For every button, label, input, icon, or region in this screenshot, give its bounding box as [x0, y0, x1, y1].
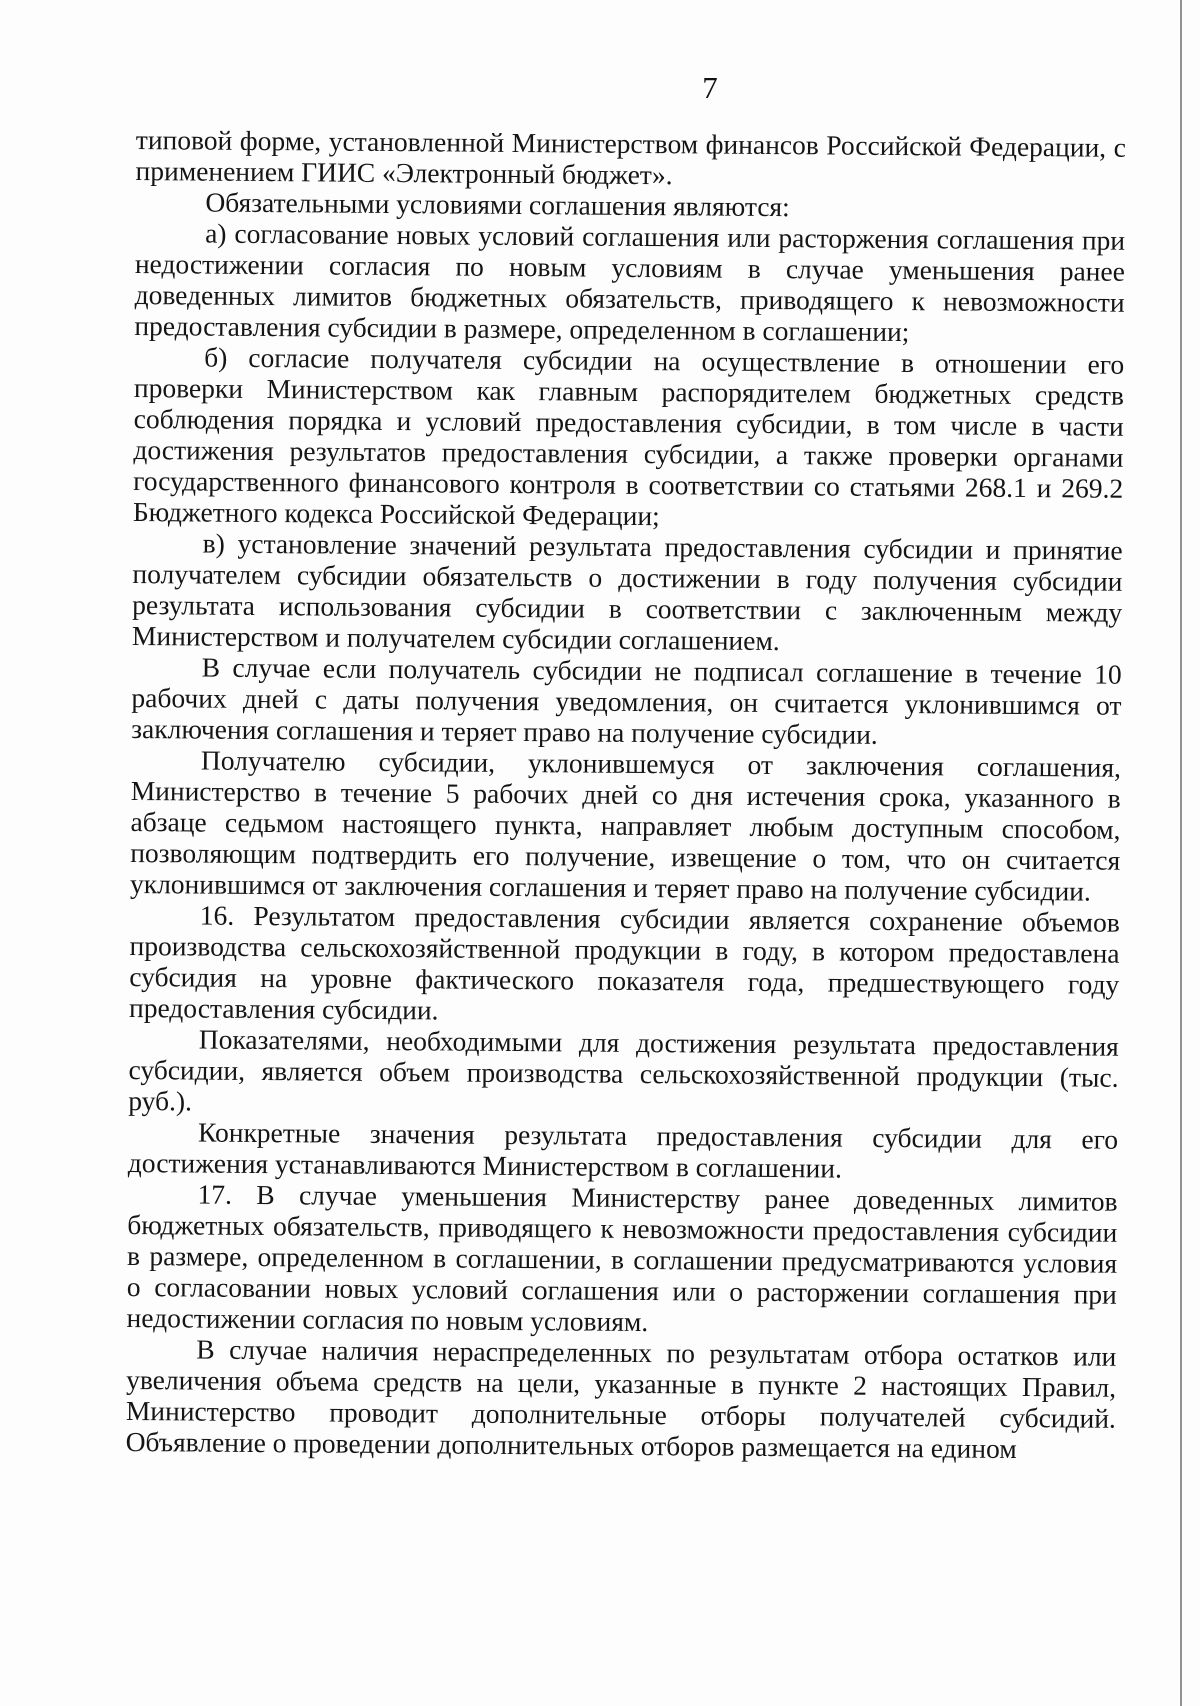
paragraph-conditions-intro: Обязательными условиями соглашения являются: [205, 186, 790, 223]
paragraph-additional-selection: В случае наличия нераспределенных по результатам отбора остатков или увеличения объема средств на цели, указанные в пункте 2 настоящих Правил, Министерство проводит дополнительные отборы получателей субсидий. Объявление о проведении дополнительных отборов размещается на едином [125, 1333, 1117, 1464]
paragraph-item-17: 17. В случае уменьшения Министерству ранее доведенных лимитов бюджетных обязательств, приводящего к невозможности предоставления субсидии в размере, определенном в соглашении, в соглашении предусматриваются условия о согласовании новых условий соглашения или о расторжении соглашения при недостижении согласия по новым условиям. [126, 1178, 1118, 1338]
paragraph-specific-values: Конкретные значения результата предоставления субсидии для его достижения устанавливаются Министерством в соглашении. [127, 1116, 1119, 1184]
paragraph-indicators: Показателями, необходимыми для достижения результата предоставления субсидии, является объем производства сельскохозяйственной продукции (тыс. руб.). [128, 1023, 1119, 1117]
paragraph-condition-b: б) согласие получателя субсидии на осуществление в отношении его проверки Министерством как главным распорядителем бюджетных средств соблюдения порядка и условий предоставления субсидии, в том числе в части достижения результатов предоставления субсидии, а также проверки органами государственного финансового контроля в соответствии со статьями 268.1 и 269.2 Бюджетного кодекса Российской Федерации; [132, 341, 1125, 532]
paragraph-continuation: типовой форме, установленной Министерством финансов Российской Федерации, с применением ГИИС «Электронный бюджет». [135, 124, 1126, 191]
document-body [126, 124, 1126, 1465]
paragraph-unsigned-agreement: В случае если получатель субсидии не подписал соглашение в течение 10 рабочих дней с даты получения уведомления, он считается уклонившимся от заключения соглашения и теряет право на получение субсидии. [131, 651, 1122, 750]
paragraph-evader-notice: Получателю субсидии, уклонившемуся от заключения соглашения, Министерство в течение 5 рабочих дней со дня истечения срока, указанного в абзаце седьмом настоящего пункта, направляет любым доступным способом, позволяющим подтвердить его получение, извещение о том, что он считается уклонившимся от заключения соглашения и теряет право на получение субсидии. [129, 744, 1122, 907]
scan-edge-line [1180, 0, 1182, 1706]
paragraph-condition-v: в) установление значений результата предоставления субсидии и принятие получателем субсидии обязательств о достижении в году получения субсидии результата использования субсидии в соответствии с заключенным между Министерством и получателем субсидии соглашением. [131, 527, 1123, 657]
paragraph-item-16: 16. Результатом предоставления субсидии является сохранение объемов производства сельскохозяйственной продукции в году, в котором предоставлена субсидия на уровне фактического показателя года, предшествующего году предоставления субсидии. [128, 899, 1120, 1026]
page-number: 7 [702, 70, 718, 105]
paragraph-condition-a: а) согласование новых условий соглашения или расторжения соглашения при недостижении согласия по новым условиям в случае уменьшения ранее доведенных лимитов бюджетных обязательств, приводящего к невозможности предоставления субсидии в размере, определенном в соглашении; [134, 217, 1126, 348]
